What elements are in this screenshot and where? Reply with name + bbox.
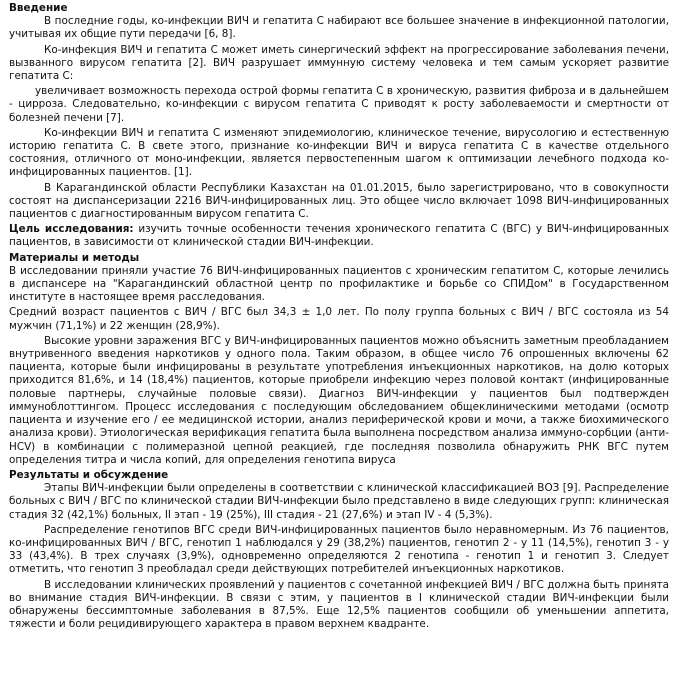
aim-text: изучить точные особенности течения хронического гепатита С (ВГС) у ВИЧ-инфицированных пациентов, в зависимости от клинической стадии ВИЧ-инфекции. — [9, 223, 669, 249]
methods-paragraph-2: Средний возраст пациентов с ВИЧ / ВГС был 34,3 ± 1,0 лет. По полу группа больных с ВИЧ / ВГС состояла из 54 мужчин (71,1%) и 22 женщин (28,9%). — [9, 306, 669, 332]
section-heading-results: Результаты и обсуждение — [9, 468, 169, 481]
results-paragraph-2: Распределение генотипов ВГС среди ВИЧ-инфицированных пациентов было неравномерным. Из 76 пациентов, ко-инфицированных ВИЧ / ВГС, генотип 1 наблюдался у 29 (38,2%) пациентов, генотип 2 - у 11 (14,5%), генотип 3 - у 33 (43,4%). В трех случаях (3,9%), одновременно определяются 2 генотипа - генотип 1 и генотип 3. Следует отметить, что генотип 3 преобладал среди действующих потребителей инъекционных наркотиков. — [9, 523, 669, 576]
results-paragraph-1: Этапы ВИЧ-инфекции были определены в соответствии с клинической классификацией ВОЗ [9]. Распределение больных с ВИЧ / ВГС по клинической стадии ВИЧ-инфекции было представлено в виде следующих групп: клиническая стадия 32 (42,1%) больных, II этап - 19 (25%), III стадия - 21 (27,6%) и этап IV - 4 (5,3%). — [9, 482, 669, 521]
intro-paragraph-3: увеличивает возможность перехода острой формы гепатита С в хроническую, развития фиброза и в дальнейшем - цирроза. Следовательно, ко-инфекции с вирусом гепатита С приводят к росту заболеваемости и смертности от болезней печени [7]. — [9, 85, 669, 124]
aim-paragraph — [9, 223, 669, 249]
intro-paragraph-1: В последние годы, ко-инфекции ВИЧ и гепатита С набирают все большее значение в инфекционной патологии, учитывая их общие пути передачи [6, 8]. — [9, 15, 669, 41]
intro-paragraph-2: Ко-инфекция ВИЧ и гепатита С может иметь синергический эффект на прогрессирование заболевания печени, вызванного вирусом гепатита [2]. ВИЧ разрушает иммунную систему человека и тем самым ускоряет развитие гепатита С: — [9, 43, 669, 83]
intro-paragraph-5: В Карагандинской области Республики Казахстан на 01.01.2015, было зарегистрировано, что в совокупности состоят на диспансеризации 2216 ВИЧ-инфицированных лиц. Это общее число включает 1098 ВИЧ-инфицированных пациентов с диагностированным вирусом гепатита С. — [9, 181, 669, 221]
section-heading-intro: Введение — [9, 2, 68, 14]
results-paragraph-3: В исследовании клинических проявлений у пациентов с сочетанной инфекцией ВИЧ / ВГС должна быть принята во внимание стадия ВИЧ-инфекции. В связи с этим, у пациентов в I клинической стадии ВИЧ-инфекции были обнаружены бессимптомные заболевания в 87,5%. Еще 12,5% пациентов сообщили об уменьшении аппетита, тяжести и боли рецидивирующего характера в правом верхнем квадранте. — [9, 578, 669, 631]
methods-paragraph-3: Высокие уровни заражения ВГС у ВИЧ-инфицированных пациентов можно объяснить заметным преобладанием внутривенного введения наркотиков у одного пола. Таким образом, в общее число 76 опрошенных включены 62 пациента, которые были инфицированы в результате употребления инъекционных наркотиков, на долю которых приходится 81,6%, и 14 (18,4%) пациентов, которые приобрели инфекцию через половой контакт (инфицированные половые партнеры, случайные половые связи). Диагноз ВИЧ-инфекции у пациентов был подтвержден иммуноблоттингом. Процесс исследования с последующим обследованием общеклиническими методами (осмотр пациента и изучение его / ее медицинской истории, анализ периферической крови и мочи, а также биохимического анализа крови). Этиологическая верификация гепатита была выполнена посредством анализа иммуно-сорбции (анти-HCV) в комбинации с полимеразной цепной реакцией, где последняя позволила обнаружить РНК ВГС путем определения титра и числа копий, для определения генотипа вируса — [9, 334, 669, 466]
aim-label: Цель исследования: — [9, 223, 134, 236]
section-heading-methods: Материалы и методы — [9, 251, 140, 264]
methods-paragraph-1: В исследовании приняли участие 76 ВИЧ-инфицированных пациентов с хроническим гепатитом С, которые лечились в диспансере на "Карагандинский областной центр по профилактике и борьбе со СПИДом" в Государственном институте в настоящее время расследования. — [9, 264, 669, 304]
intro-paragraph-4: Ко-инфекции ВИЧ и гепатита С изменяют эпидемиологию, клиническое течение, вирусологию и естественную историю гепатита С. В свете этого, признание ко-инфекции ВИЧ и вируса гепатита С в качестве отдельного состояния, отличного от моно-инфекции, является первостепенным шагом к оптимизации лечебного подхода ко-инфицированных пациентов. [1]. — [9, 126, 669, 179]
